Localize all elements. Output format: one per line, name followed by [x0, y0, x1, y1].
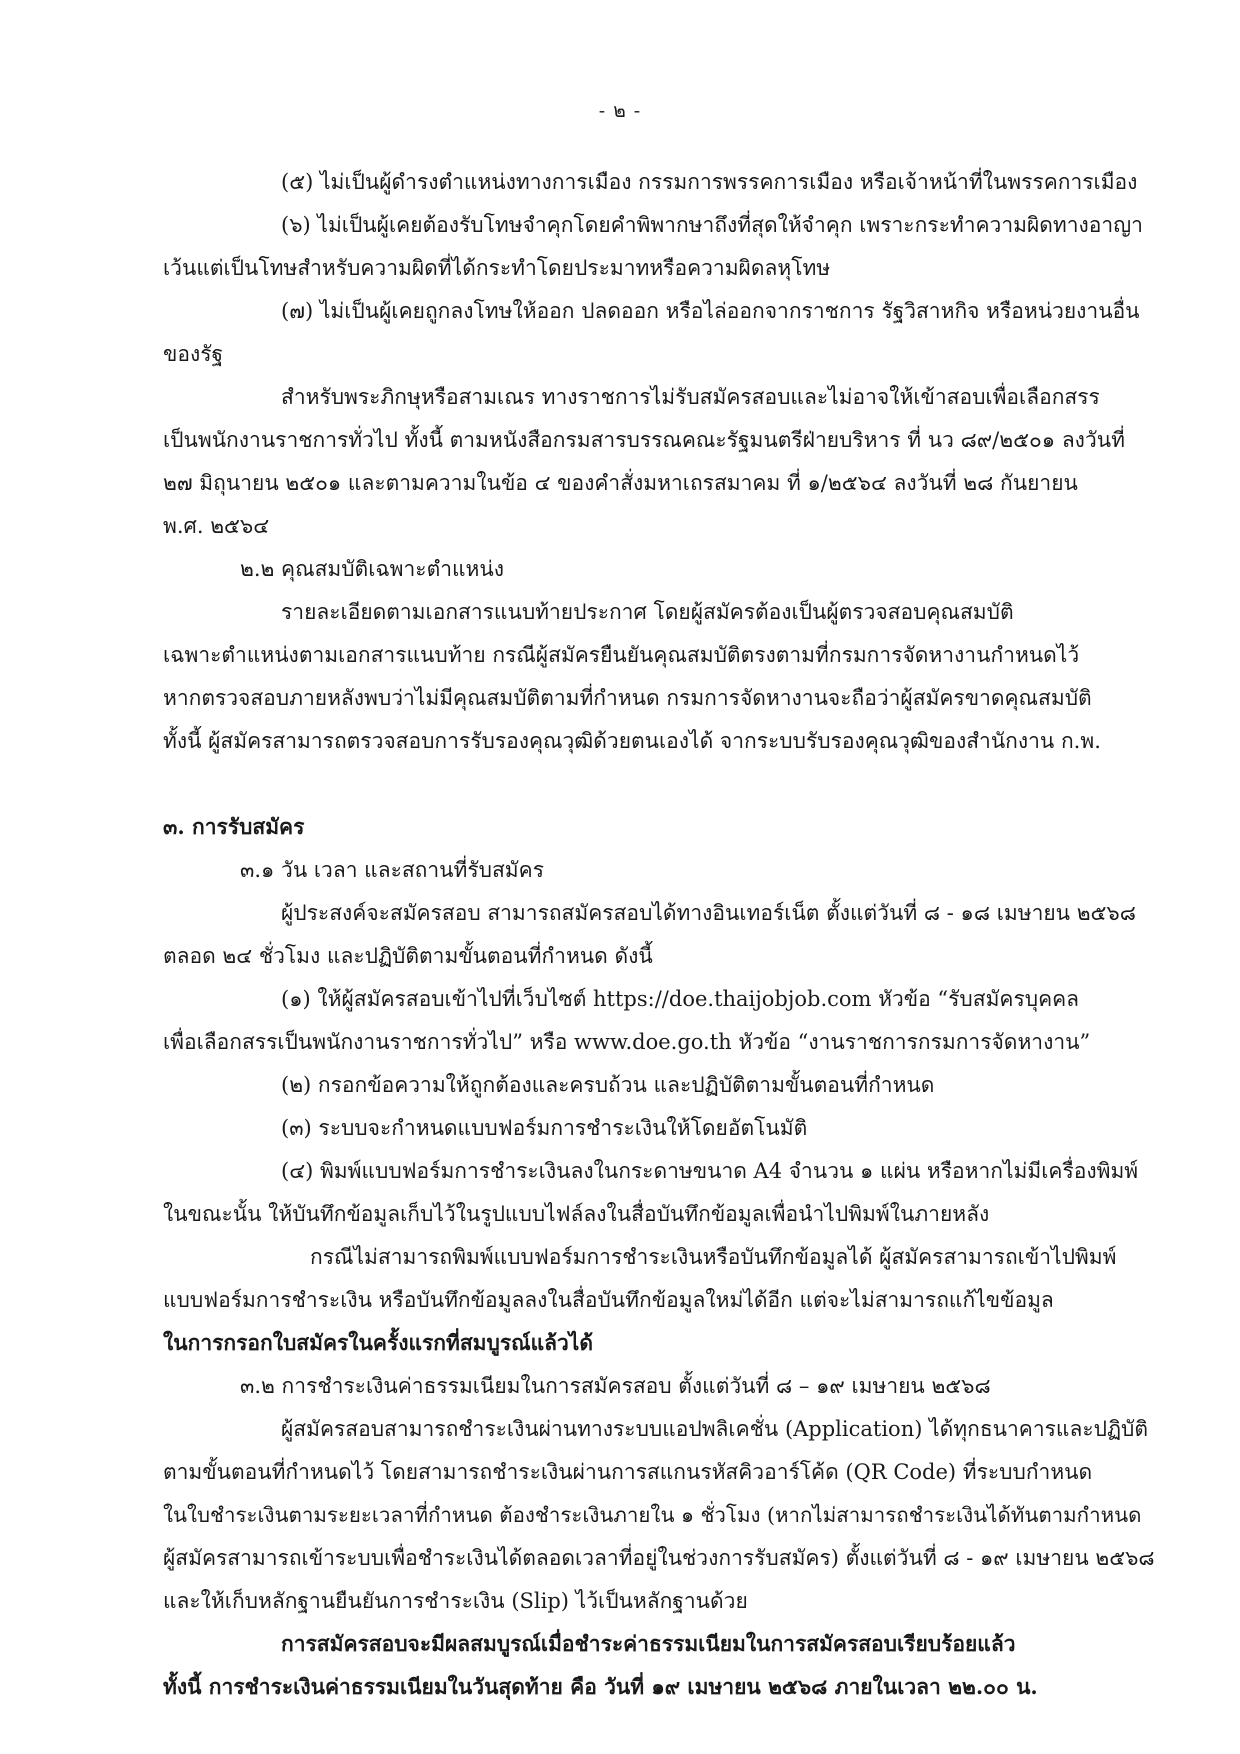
- paragraph-line: (๖) ไม่เป็นผู้เคยต้องรับโทษจำคุกโดยคำพิพากษาถึงที่สุดให้จำคุก เพราะกระทำความผิดทางอาญา: [281, 213, 1143, 237]
- paragraph-line: ทั้งนี้ ผู้สมัครสามารถตรวจสอบการรับรองคุณวุฒิด้วยตนเองได้ จากระบบรับรองคุณวุฒิของสำนักงาน ก.พ.: [163, 729, 1101, 753]
- paragraph-line: ตลอด ๒๔ ชั่วโมง และปฏิบัติตามขั้นตอนที่กำหนด ดังนี้: [163, 944, 653, 968]
- paragraph-line: และให้เก็บหลักฐานยืนยันการชำระเงิน (Slip) ไว้เป็นหลักฐานด้วย: [163, 1589, 748, 1613]
- subsection-heading: ๓.๑ วัน เวลา และสถานที่รับสมัคร: [240, 858, 544, 882]
- paragraph-line: ผู้สมัครสามารถเข้าระบบเพื่อชำระเงินได้ตลอดเวลาที่อยู่ในช่วงการรับสมัคร) ตั้งแต่วันที่ ๘ - ๑๙ เมษายน ๒๕๖๘: [163, 1546, 1155, 1570]
- paragraph-line: ในใบชำระเงินตามระยะเวลาที่กำหนด ต้องชำระเงินภายใน ๑ ชั่วโมง (หากไม่สามารถชำระเงินได้ทันตามกำหนด: [163, 1503, 1142, 1527]
- paragraph-line: สำหรับพระภิกษุหรือสามเณร ทางราชการไม่รับสมัครสอบและไม่อาจให้เข้าสอบเพื่อเลือกสรร: [281, 385, 1100, 409]
- paragraph-line: (๒) กรอกข้อความให้ถูกต้องและครบถ้วน และปฏิบัติตามขั้นตอนที่กำหนด: [281, 1073, 935, 1097]
- paragraph-line: ผู้ประสงค์จะสมัครสอบ สามารถสมัครสอบได้ทางอินเทอร์เน็ต ตั้งแต่วันที่ ๘ - ๑๘ เมษายน ๒๕๖๘: [281, 901, 1136, 925]
- page-number: - ๒ -: [598, 100, 642, 122]
- paragraph-line: ทั้งนี้ การชำระเงินค่าธรรมเนียมในวันสุดท้าย คือ วันที่ ๑๙ เมษายน ๒๕๖๘ ภายในเวลา ๒๒.๐๐ น.: [163, 1674, 1038, 1699]
- paragraph-line: หากตรวจสอบภายหลังพบว่าไม่มีคุณสมบัติตามที่กำหนด กรมการจัดหางานจะถือว่าผู้สมัครขาดคุณสมบัติ: [163, 686, 1092, 710]
- paragraph-line: (๕) ไม่เป็นผู้ดำรงตำแหน่งทางการเมือง กรรมการพรรคการเมือง หรือเจ้าหน้าที่ในพรรคการเมือง: [281, 170, 1138, 194]
- paragraph-line: เป็นพนักงานราชการทั่วไป ทั้งนี้ ตามหนังสือกรมสารบรรณคณะรัฐมนตรีฝ่ายบริหาร ที่ นว ๘๙/๒๕๐๑ ลงวันที่: [163, 428, 1125, 452]
- paragraph-line: เว้นแต่เป็นโทษสำหรับความผิดที่ได้กระทำโดยประมาทหรือความผิดลหุโทษ: [163, 256, 831, 280]
- paragraph-line: พ.ศ. ๒๕๖๔: [163, 514, 270, 538]
- paragraph-line: กรณีไม่สามารถพิมพ์แบบฟอร์มการชำระเงินหรือบันทึกข้อมูลได้ ผู้สมัครสามารถเข้าไปพิมพ์: [310, 1245, 1117, 1269]
- subsection-heading: ๓.๒ การชำระเงินค่าธรรมเนียมในการสมัครสอบ ตั้งแต่วันที่ ๘ – ๑๙ เมษายน ๒๕๖๘: [240, 1374, 991, 1398]
- paragraph-line: การสมัครสอบจะมีผลสมบูรณ์เมื่อชำระค่าธรรมเนียมในการสมัครสอบเรียบร้อยแล้ว: [281, 1631, 1016, 1656]
- paragraph-line: เฉพาะตำแหน่งตามเอกสารแนบท้าย กรณีผู้สมัครยืนยันคุณสมบัติตรงตามที่กรมการจัดหางานกำหนดไว้: [163, 643, 1080, 667]
- paragraph-line: (๔) พิมพ์แบบฟอร์มการชำระเงินลงในกระดาษขนาด A4 จำนวน ๑ แผ่น หรือหากไม่มีเครื่องพิมพ์: [281, 1159, 1139, 1183]
- paragraph-line: (๗) ไม่เป็นผู้เคยถูกลงโทษให้ออก ปลดออก หรือไล่ออกจากราชการ รัฐวิสาหกิจ หรือหน่วยงานอื่น: [281, 299, 1140, 323]
- section-heading: ๒.๒ คุณสมบัติเฉพาะตำแหน่ง: [240, 557, 505, 581]
- paragraph-line: (๓) ระบบจะกำหนดแบบฟอร์มการชำระเงินให้โดยอัตโนมัติ: [281, 1116, 808, 1140]
- paragraph-line: ๒๗ มิถุนายน ๒๕๐๑ และตามความในข้อ ๔ ของคำสั่งมหาเถรสมาคม ที่ ๑/๒๕๖๔ ลงวันที่ ๒๘ กันยายน: [163, 471, 1078, 495]
- paragraph-line: แบบฟอร์มการชำระเงิน หรือบันทึกข้อมูลลงในสื่อบันทึกข้อมูลใหม่ได้อีก แต่จะไม่สามารถแก้ไขข้อมูล: [163, 1288, 1054, 1312]
- paragraph-line: ผู้สมัครสอบสามารถชำระเงินผ่านทางระบบแอปพลิเคชั่น (Application) ได้ทุกธนาคารและปฏิบัติ: [281, 1417, 1149, 1441]
- paragraph-line: ของรัฐ: [163, 342, 224, 366]
- section-heading: ๓. การรับสมัคร: [163, 814, 305, 839]
- paragraph-line: ในการกรอกใบสมัครในครั้งแรกที่สมบูรณ์แล้วได้: [163, 1330, 593, 1355]
- paragraph-line: (๑) ให้ผู้สมัครสอบเข้าไปที่เว็บไซต์ https://doe.thaijobjob.com หัวข้อ “รับสมัครบุคคล: [281, 987, 1080, 1011]
- paragraph-line: รายละเอียดตามเอกสารแนบท้ายประกาศ โดยผู้สมัครต้องเป็นผู้ตรวจสอบคุณสมบัติ: [281, 600, 1014, 624]
- paragraph-line: ตามขั้นตอนที่กำหนดไว้ โดยสามารถชำระเงินผ่านการสแกนรหัสคิวอาร์โค้ด (QR Code) ที่ระบบกำหนด: [163, 1460, 1093, 1484]
- paragraph-line: เพื่อเลือกสรรเป็นพนักงานราชการทั่วไป” หรือ www.doe.go.th หัวข้อ “งานราชการกรมการจัดหางาน”: [163, 1030, 1091, 1054]
- paragraph-line: ในขณะนั้น ให้บันทึกข้อมูลเก็บไว้ในรูปแบบไฟล์ลงในสื่อบันทึกข้อมูลเพื่อนำไปพิมพ์ในภายหลัง: [163, 1202, 990, 1226]
